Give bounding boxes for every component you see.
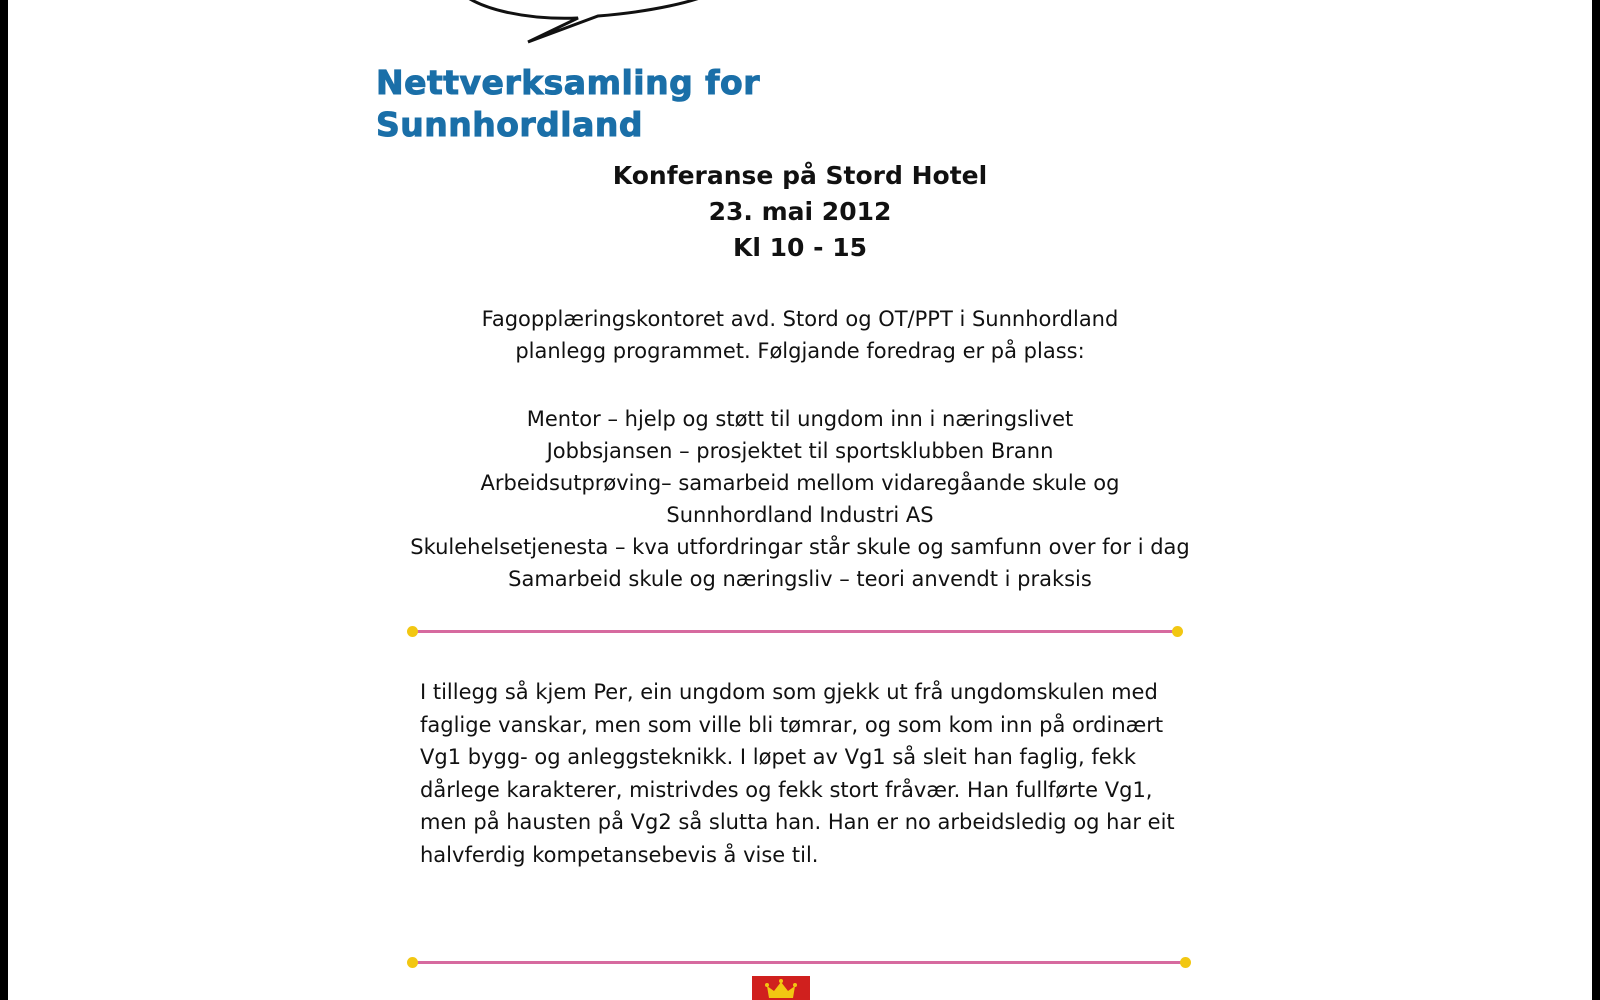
- divider-line-top: [412, 630, 1178, 633]
- headline-line-1: Nettverksamling for: [376, 63, 760, 102]
- divider-dot: [1172, 626, 1183, 637]
- story-line: halvferdig kompetansebevis å vise til.: [420, 842, 819, 867]
- talk-item: Mentor – hjelp og støtt til ungdom inn i næringslivet: [526, 407, 1074, 431]
- story-paragraph: [420, 676, 1200, 871]
- story-line: Vg1 bygg- og anleggsteknikk. I løpet av Vg1 så sleit han faglig, fekk: [420, 745, 1136, 769]
- conference-venue: Konferanse på Stord Hotel: [612, 161, 988, 190]
- talk-item: Jobbsjansen – prosjektet til sportsklubben Brann: [546, 439, 1054, 463]
- headline: [376, 62, 760, 146]
- conference-info: [8, 158, 1592, 266]
- crown-icon: [752, 976, 810, 1000]
- story-line: men på hausten på Vg2 så slutta han. Han er no arbeidsledig og har eit: [420, 810, 1175, 834]
- divider-dot: [407, 626, 418, 637]
- conference-date: 23. mai 2012: [708, 197, 892, 226]
- talk-list: [8, 403, 1592, 595]
- intro-line: Fagopplæringskontoret avd. Stord og OT/PPT i Sunnhordland: [481, 307, 1119, 331]
- story-line: faglige vanskar, men som ville bli tømrar, og som kom inn på ordinært: [420, 712, 1164, 737]
- county-crest-logo: [752, 976, 810, 1000]
- conference-time: Kl 10 - 15: [732, 233, 867, 262]
- talk-item: Sunnhordland Industri AS: [666, 503, 934, 527]
- talk-item: Samarbeid skule og næringsliv – teori anvendt i praksis: [508, 567, 1092, 591]
- divider-line-bottom: [412, 961, 1186, 964]
- headline-line-2: Sunnhordland: [376, 105, 644, 144]
- divider-dot: [1180, 957, 1191, 968]
- speech-bubble-icon: [388, 0, 748, 50]
- divider-dot: [407, 957, 418, 968]
- story-line: I tillegg så kjem Per, ein ungdom som gjekk ut frå ungdomskulen med: [420, 680, 1158, 704]
- talk-item: Arbeidsutprøving– samarbeid mellom vidaregåande skule og: [480, 471, 1120, 495]
- talk-item: Skulehelsetjenesta – kva utfordringar står skule og samfunn over for i dag: [410, 535, 1190, 559]
- intro-paragraph: [8, 303, 1592, 367]
- story-line: dårlege karakterer, mistrivdes og fekk stort fråvær. Han fullførte Vg1,: [420, 777, 1153, 802]
- flyer-page: [8, 0, 1592, 1000]
- intro-line: planlegg programmet. Følgjande foredrag er på plass:: [515, 339, 1085, 363]
